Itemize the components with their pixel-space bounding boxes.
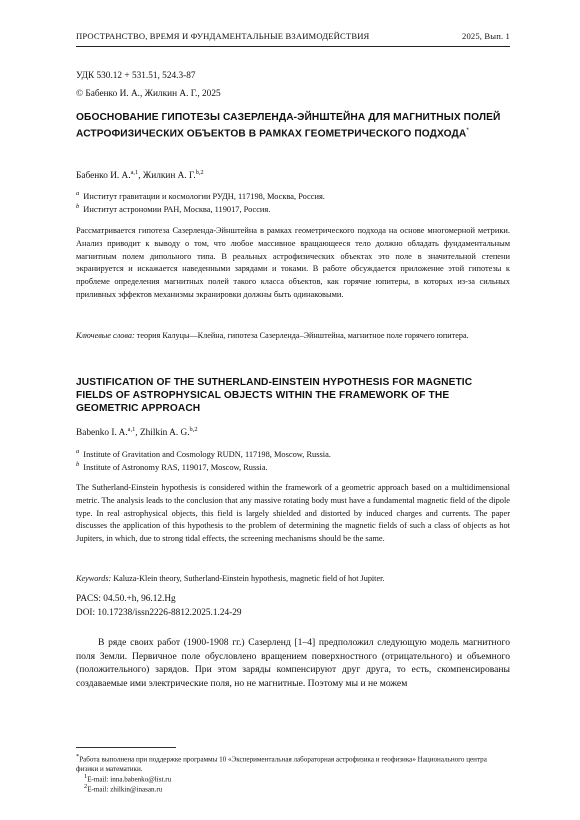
author-2-sup: b,2 [195, 169, 204, 176]
author-2: Zhilkin A. G. [139, 428, 190, 439]
title-footnote-mark: * [466, 127, 470, 134]
english-affiliation-b [76, 459, 510, 474]
affiliation-text: Институт астрономии РАН, Москва, 119017, Россия. [83, 204, 271, 214]
affiliation-text: Institute of Astronomy RAS, 119017, Moscow, Russia. [83, 462, 268, 472]
author-2-sup: b,2 [189, 426, 198, 433]
author-2: Жилкин А. Г. [142, 171, 196, 182]
russian-abstract: Рассматривается гипотеза Сазерленда-Эйнштейна в рамках геометрического подхода на основе многомерной метрики. Анализ приводит к выводу о том, что любое массивное вращающееся тело должно обладать фундаментальным магнитным полем дипольного типа. В реальных астрофизических объектах это поле в значительной степени экранируется и искажается наведенными зарядами и токами. В работе обсуждается приложение этой гипотезы к проблеме определения магнитных полей такого класса объектов, как горячие юпитеры, в которых из-за сильных приливных эффектов механизмы экранировки должны быть одинаковыми. [76, 226, 510, 299]
english-authors [76, 424, 510, 440]
pacs-codes: PACS: 04.50.+h, 96.12.Hg [76, 594, 176, 604]
russian-title [76, 111, 510, 140]
header-rule [76, 46, 510, 47]
author-1-sup: a,1 [130, 169, 139, 176]
affiliation-text: Institute of Gravitation and Cosmology RUDN, 117198, Moscow, Russia. [83, 449, 331, 459]
footnote-text: E-mail: zhilkin@inasan.ru [87, 785, 163, 794]
affiliation-mark: a [76, 448, 80, 455]
running-header [76, 31, 510, 41]
keywords-text: теория Калуцы—Клейна, гипотеза Сазерленда–Эйнштейна, магнитное поле горячего юпитера. [136, 331, 469, 340]
footnote-mark: 2 [84, 783, 88, 790]
russian-authors [76, 167, 510, 183]
russian-keywords [76, 330, 510, 342]
footnote-rule [76, 747, 176, 748]
affiliation-text: Институт гравитации и космологии РУДН, 117198, Москва, Россия. [83, 191, 325, 201]
russian-affiliation-b [76, 201, 510, 216]
footnote-mark: * [76, 753, 80, 760]
author-1: Бабенко И. А. [76, 171, 131, 182]
author-separator: , [138, 171, 143, 182]
affiliation-mark: a [76, 190, 80, 197]
doi-line: DOI: 10.17238/issn2226-8812.2025.1.24-29 [76, 608, 242, 618]
author-separator: , [135, 428, 140, 439]
body-paragraph: В ряде своих работ (1900-1908 гг.) Сазерленд [1–4] предположил следующую модель магнитного поля Земли. Первичное поле обусловлено вращением поверхностного (отрицательного) и объемного (положительного) зарядов. При этом заряды компенсируют друг друга, то есть, скомпенсированы создаваемые ими электрические поля, но не магнитные. Поэтому мы и не можем [76, 637, 510, 689]
issue-info: 2025, Вып. 1 [462, 31, 510, 41]
affiliation-mark: b [76, 203, 80, 210]
english-keywords [76, 573, 510, 585]
russian-title-text: ОБОСНОВАНИЕ ГИПОТЕЗЫ САЗЕРЛЕНДА-ЭЙНШТЕЙНА ДЛЯ МАГНИТНЫХ ПОЛЕЙ АСТРОФИЗИЧЕСКИХ ОБЪЕКТОВ В РАМКАХ ГЕОМЕТРИЧЕСКОГО ПОДХОДА [76, 112, 501, 140]
footnote-funding [76, 752, 510, 774]
journal-name: ПРОСТРАНСТВО, ВРЕМЯ И ФУНДАМЕНТАЛЬНЫЕ ВЗАИМОДЕЙСТВИЯ [76, 31, 370, 41]
author-1: Babenko I. A. [76, 428, 128, 439]
copyright-line: © Бабенко И. А., Жилкин А. Г., 2025 [76, 89, 221, 99]
udk-code: УДК 530.12 + 531.51, 524.3-87 [76, 71, 196, 81]
english-title: JUSTIFICATION OF THE SUTHERLAND-EINSTEIN HYPOTHESIS FOR MAGNETIC FIELDS OF ASTROPHYSICAL OBJECTS WITHIN THE FRAMEWORK OF THE GEOMETRIC APPROACH [76, 377, 473, 414]
affiliation-mark: b [76, 461, 80, 468]
author-1-sup: a,1 [127, 426, 136, 433]
footnote-text: E-mail: inna.babenko@list.ru [87, 775, 172, 784]
keywords-label: Keywords: [76, 574, 112, 583]
english-abstract: The Sutherland-Einstein hypothesis is considered within the framework of a geometric approach based on a multidimensional metric. The analysis leads to the conclusion that any massive rotating body must have a fundamental magnetic field of the dipole type. In real astrophysical objects, this field is largely shielded and distorted by induced charges and currents. The paper discusses the application of this hypothesis to the problem of determining the magnetic fields of such a class of objects as hot Jupiters, in which, due to strong tidal effects, the screening mechanisms should be the same. [76, 483, 510, 544]
footnote-text: Работа выполнена при поддержке программы 10 «Экспериментальная лабораторная астрофизика и геофизика» Национального центра физики и математики. [76, 755, 487, 773]
keywords-label: Ключевые слова: [76, 331, 135, 340]
footnote-email-2 [84, 782, 510, 795]
keywords-text: Kaluza-Klein theory, Sutherland-Einstein hypothesis, magnetic field of hot Jupiter. [113, 574, 385, 583]
footnote-mark: 1 [84, 773, 88, 780]
